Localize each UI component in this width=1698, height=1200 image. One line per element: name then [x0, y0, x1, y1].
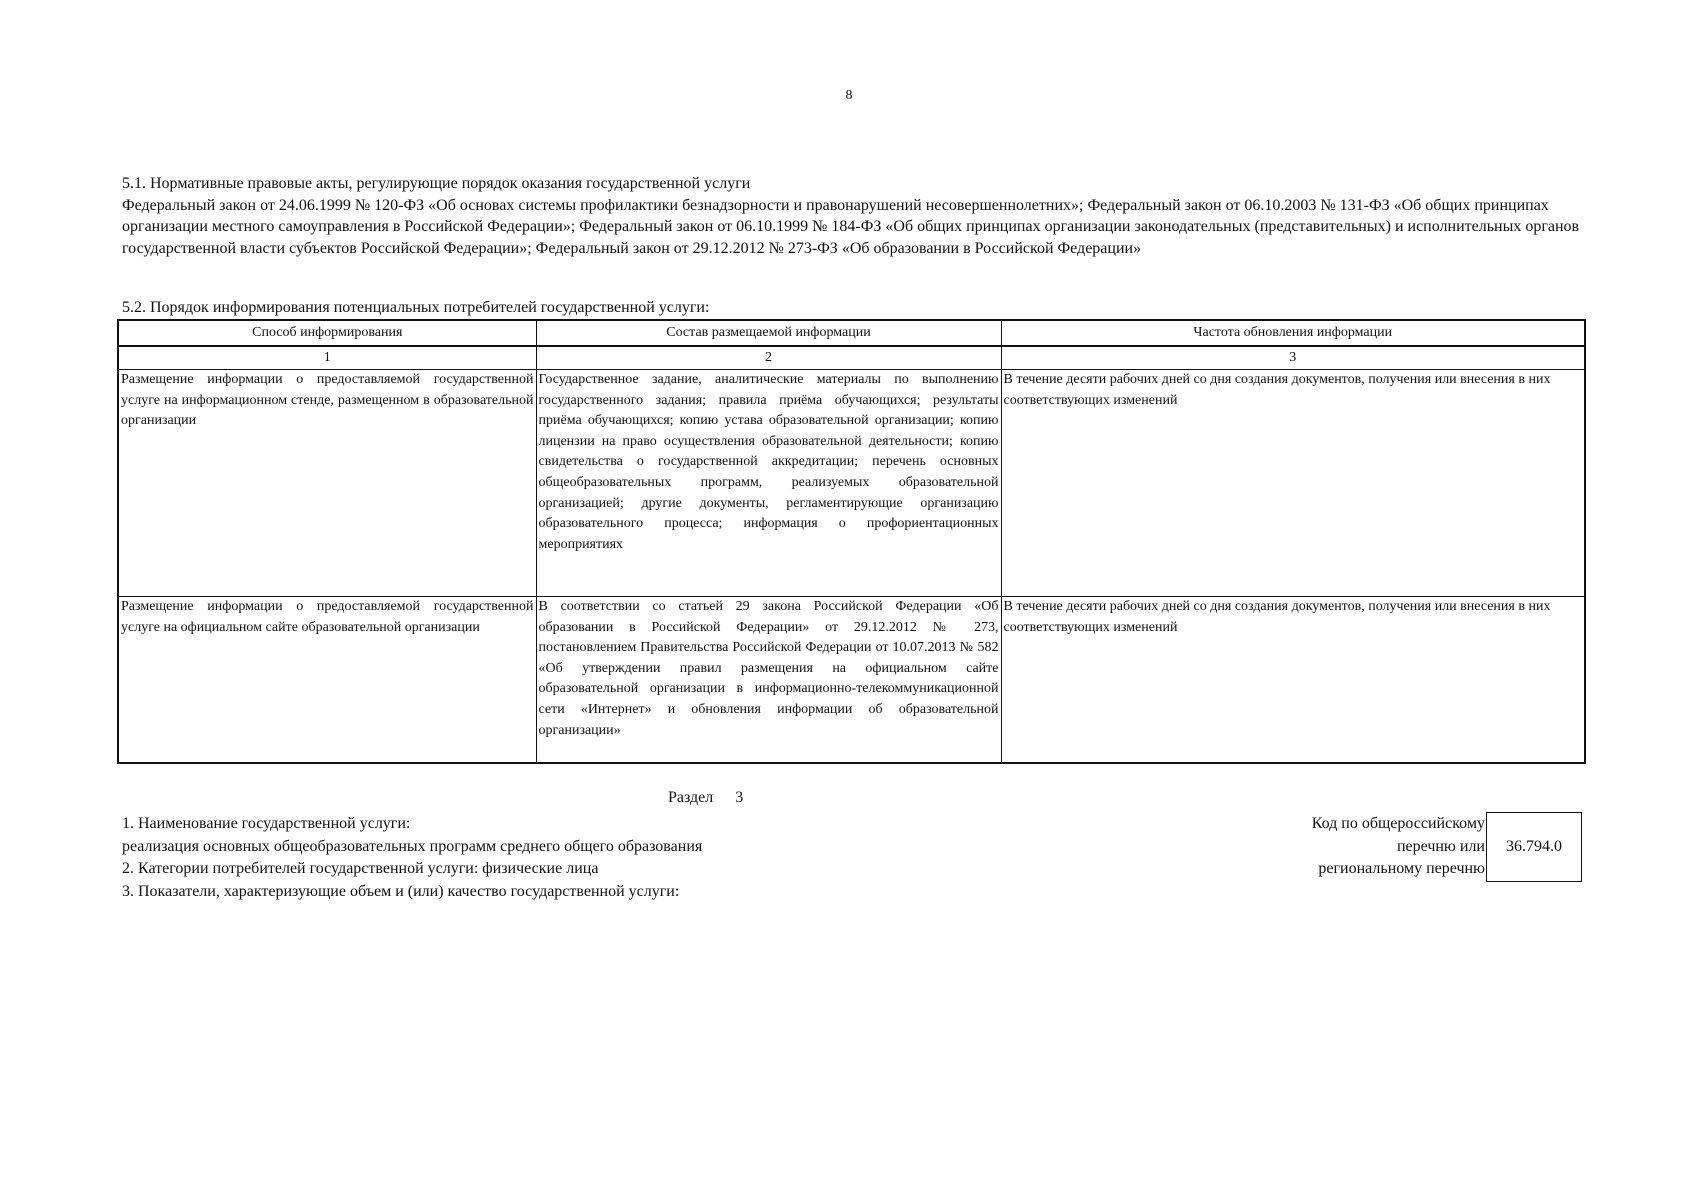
section-number: 3: [735, 789, 744, 806]
code-label-line: Код по общероссийскому: [1311, 815, 1485, 832]
section-label: Раздел: [668, 789, 714, 806]
cell-method: Размещение информации о предоставляемой государственной услуге на информационном стенде, размещенном в образовательной организации: [118, 370, 536, 597]
cell-content: Государственное задание, аналитические материалы по выполнению государственного задания; правила приёма обучающихся; результаты приёма обучающихся; копию устава образовательной организации; копию лицензии на право осуществления образовательной деятельности; копию свидетельства о государственной аккредитации; перечень основных общеобразовательных программ, реализуемых образовательной организацией; другие документы, регламентирующие организацию образовательного процесса; информация о профориентационных мероприятиях: [536, 370, 1001, 597]
section-5-1-title: 5.1. Нормативные правовые акты, регулирующие порядок оказания государственной услуги: [122, 175, 751, 192]
section-3-details: [122, 813, 702, 903]
header-content: Состав размещаемой информации: [536, 320, 1001, 346]
informing-table: [117, 319, 1586, 764]
section-5-1: [122, 173, 1582, 259]
code-label-line: перечню или: [1396, 837, 1485, 855]
section-heading: [668, 789, 743, 807]
cell-frequency: В течение десяти рабочих дней со дня создания документов, получения или внесения в них соответствующих изменений: [1001, 370, 1585, 597]
header-frequency: Частота обновления информации: [1001, 320, 1585, 346]
table-header-row: [118, 320, 1585, 346]
service-name-title: 1. Наименование государственной услуги:: [122, 815, 411, 832]
column-numbers-row: [118, 346, 1585, 370]
column-number: 2: [536, 346, 1001, 370]
header-method: Способ информирования: [118, 320, 536, 346]
section-5-1-text: Федеральный закон от 24.06.1999 № 120-ФЗ «Об основах системы профилактики безнадзорности и правонарушений несовершеннолетних»; Федеральный закон от 06.10.2003 № 131-ФЗ «Об общих принципах организации местного самоуправления в Российской Федерации»; Федеральный закон от 06.10.1999 № 184-ФЗ «Об общих принципах организации законодательных (представительных) и исполнительных органов государственной власти субъектов Российской Федерации»; Федеральный закон от 29.12.2012 № 273-ФЗ «Об образовании в Российской Федерации»: [122, 196, 1580, 257]
table-row: [118, 370, 1585, 597]
code-label: [1260, 813, 1485, 881]
code-value: 36.794.0: [1506, 838, 1562, 855]
table-row: [118, 597, 1585, 764]
code-label-line: региональному перечню: [1318, 860, 1485, 877]
cell-frequency: В течение десяти рабочих дней со дня создания документов, получения или внесения в них соответствующих изменений: [1001, 597, 1585, 764]
cell-content: В соответствии со статьей 29 закона Российской Федерации «Об образовании в Российской Федерации» от 29.12.2012 № 273, постановлением Правительства Российской Федерации от 10.07.2013 № 582 «Об утверждении правил размещения на официальном сайте образовательной организации в информационно-телекоммуникационной сети «Интернет» и обновления информации об образовательной организации»: [536, 597, 1001, 764]
cell-method: Размещение информации о предоставляемой государственной услуге на официальном сайте образовательной организации: [118, 597, 536, 764]
column-number: 1: [118, 346, 536, 370]
code-value-box: [1486, 812, 1582, 882]
indicators-title: 3. Показатели, характеризующие объем и (или) качество государственной услуги:: [122, 882, 680, 900]
consumer-categories: 2. Категории потребителей государственной услуги: физические лица: [122, 860, 599, 877]
service-name-value: реализация основных общеобразовательных программ среднего общего образования: [122, 837, 703, 855]
column-number: 3: [1001, 346, 1585, 370]
page-number: 8: [845, 88, 853, 103]
section-5-2-title: 5.2. Порядок информирования потенциальных потребителей государственной услуги:: [122, 299, 710, 316]
